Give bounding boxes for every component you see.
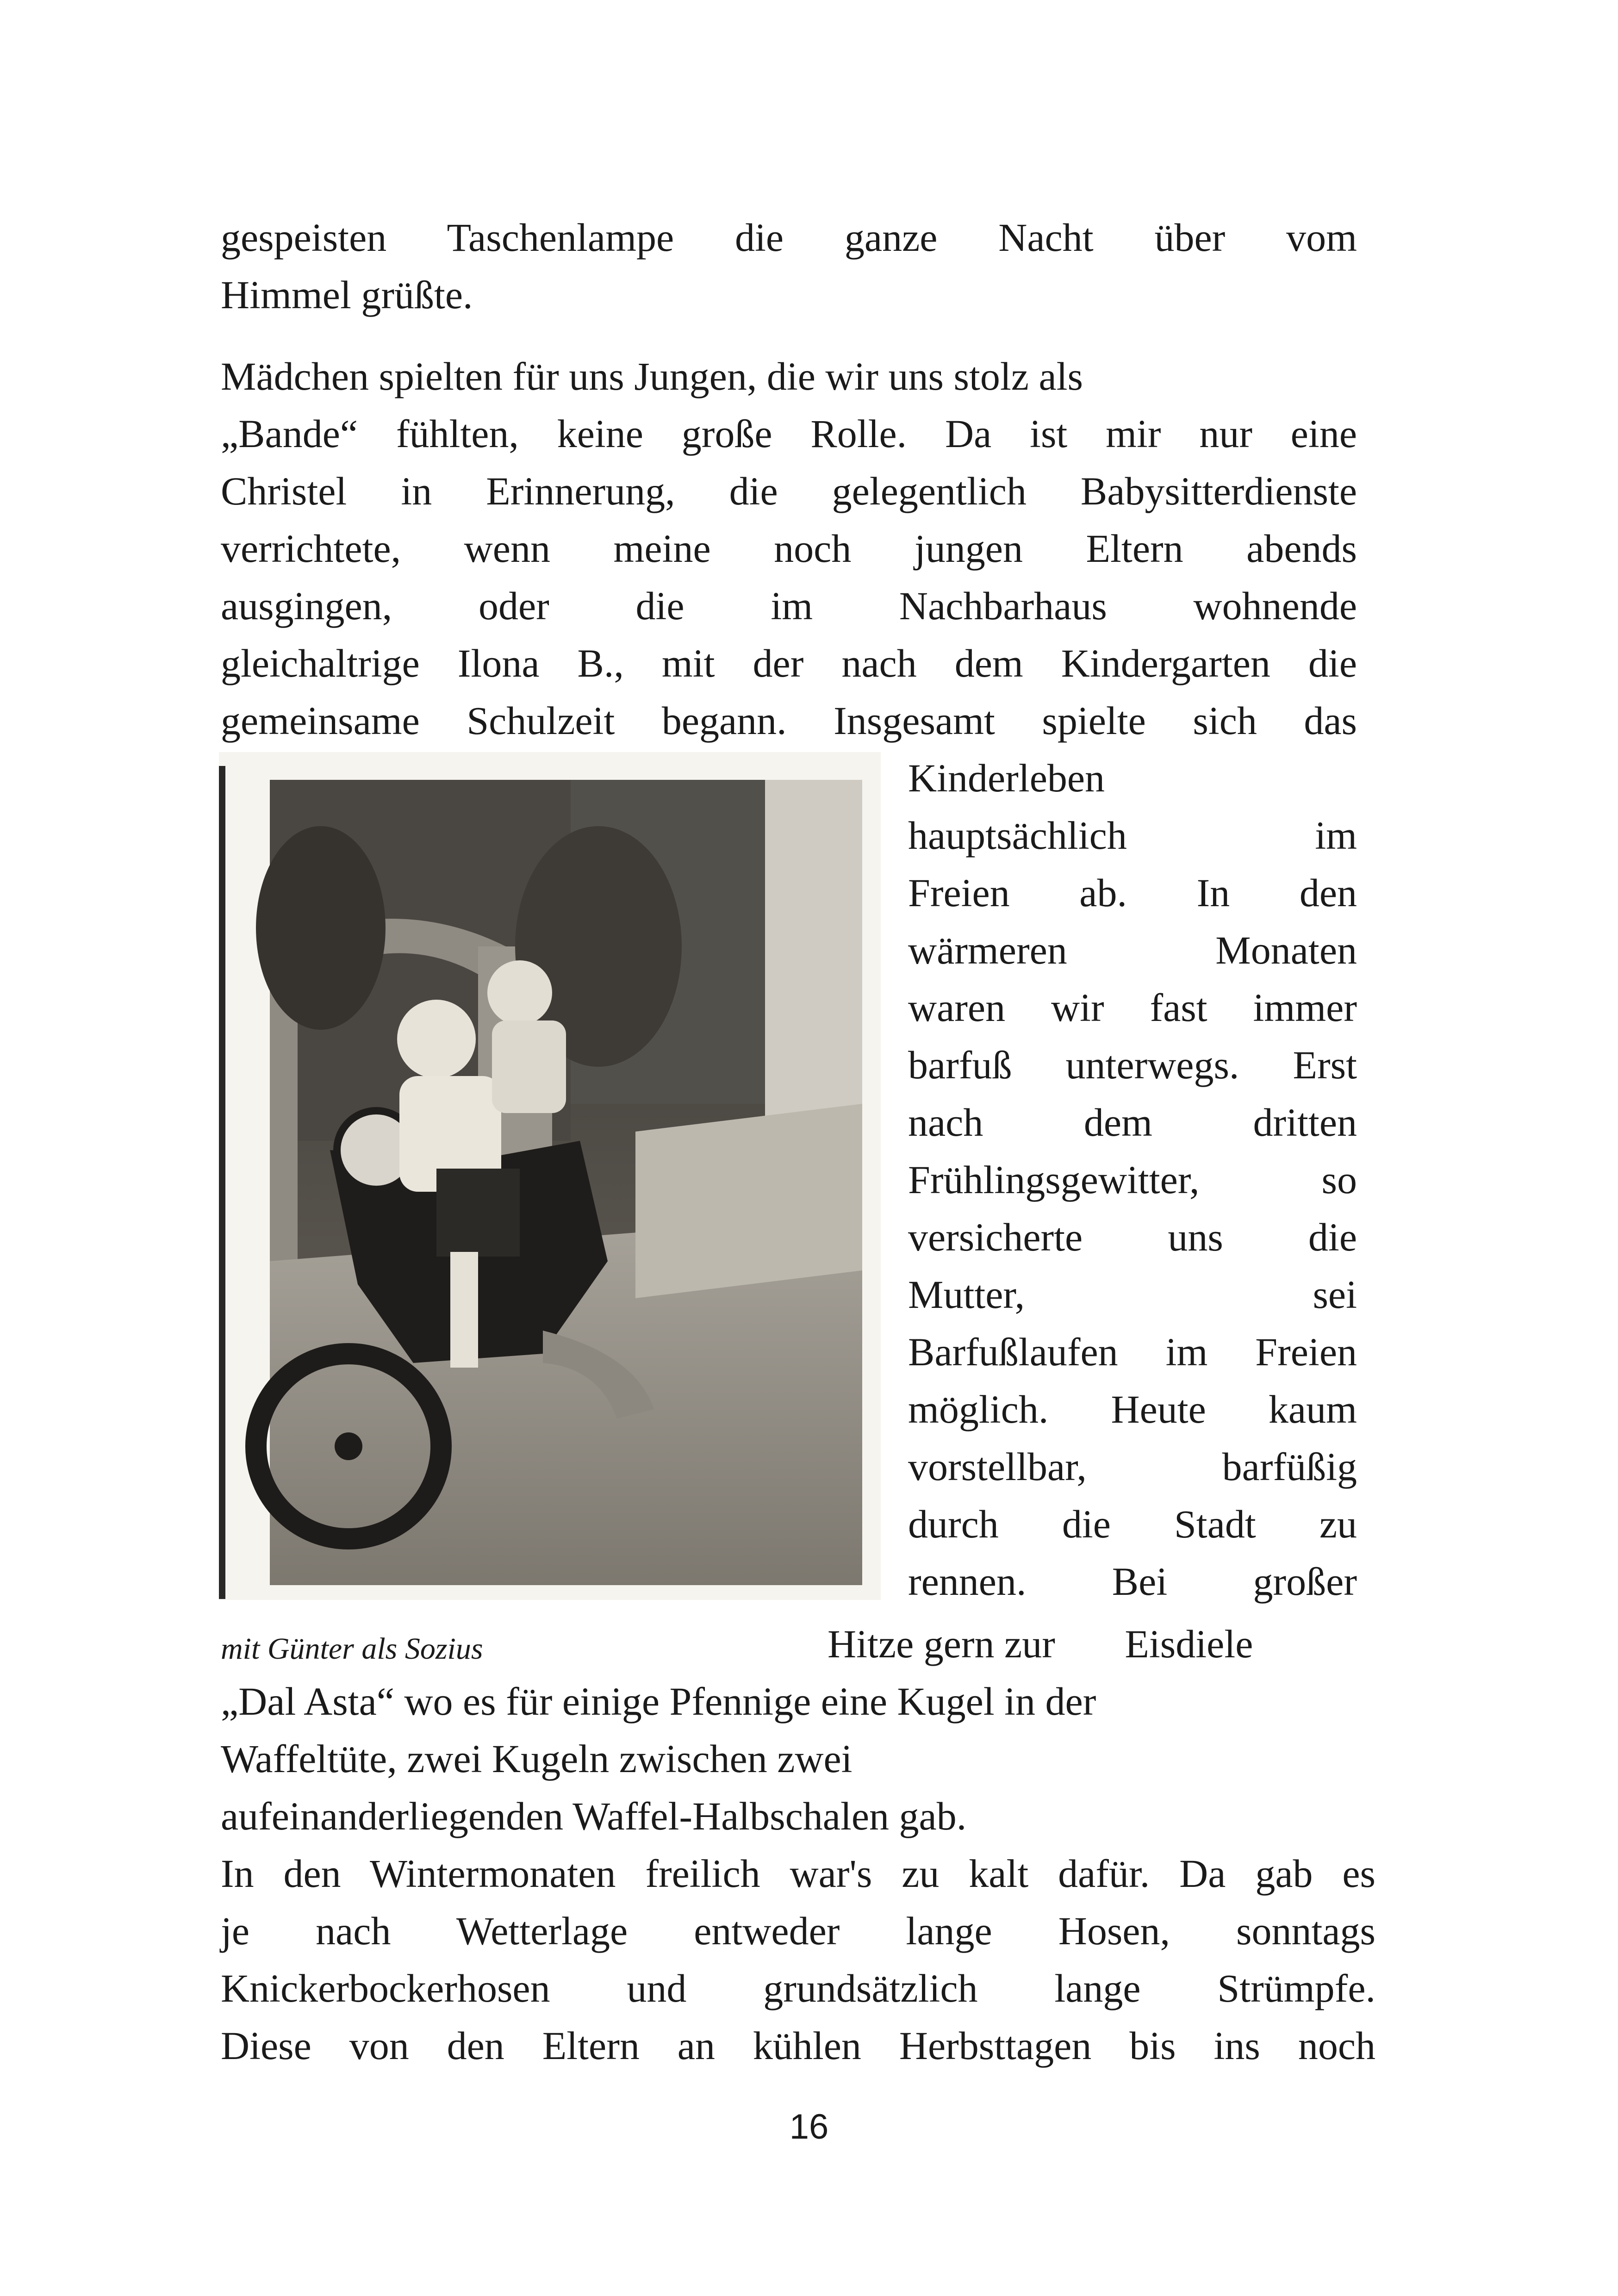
- text-line: verrichtete, wenn meine noch jungen Eltern abends: [221, 526, 1357, 571]
- text-line: Hitze gern zur Eisdiele: [828, 1622, 1253, 1666]
- text-line: gemeinsame Schulzeit begann. Insgesamt spielte sich das: [221, 698, 1357, 743]
- text-line: Knickerbockerhosen und grundsätzlich lange Strümpfe.: [221, 1966, 1375, 2010]
- text-line: aufeinanderliegenden Waffel-Halbschalen gab.: [221, 1794, 967, 1838]
- text-line: nach dem dritten: [908, 1100, 1357, 1145]
- text-line: gespeisten Taschenlampe die ganze Nacht über vom: [221, 215, 1357, 260]
- text-line: Frühlingsgewitter, so: [908, 1157, 1357, 1202]
- text-line: ausgingen, oder die im Nachbarhaus wohnende: [221, 584, 1357, 628]
- text-line: Diese von den Eltern an kühlen Herbsttagen bis ins noch: [221, 2023, 1375, 2068]
- text-line: Barfußlaufen im Freien: [908, 1330, 1357, 1374]
- text-line: hauptsächlich im: [908, 813, 1357, 858]
- text-line: In den Wintermonaten freilich war's zu kalt dafür. Da gab es: [221, 1851, 1375, 1896]
- text-line: rennen. Bei großer: [908, 1559, 1357, 1604]
- text-line: wärmeren Monaten: [908, 928, 1357, 972]
- text-line: „Dal Asta“ wo es für einige Pfennige eine Kugel in der: [221, 1679, 1096, 1724]
- photo-two-boys-on-motorcycle: [219, 752, 881, 1600]
- text-line: waren wir fast immer: [908, 985, 1357, 1030]
- text-line: gleichaltrige Ilona B., mit der nach dem Kindergarten die: [221, 641, 1357, 685]
- text-line: Mutter, sei: [908, 1272, 1357, 1317]
- text-line: Mädchen spielten für uns Jungen, die wir uns stolz als: [221, 354, 1083, 398]
- text-line: versicherte uns die: [908, 1215, 1357, 1259]
- page-number: 16: [789, 2107, 829, 2147]
- text-line: Kinderleben: [908, 756, 1105, 800]
- text-line: „Bande“ fühlten, keine große Rolle. Da ist mir nur eine: [221, 411, 1357, 456]
- text-line: durch die Stadt zu: [908, 1502, 1357, 1546]
- text-line: möglich. Heute kaum: [908, 1387, 1357, 1431]
- text-line: Himmel grüßte.: [221, 273, 473, 317]
- text-line: Freien ab. In den: [908, 871, 1357, 915]
- text-line: Waffeltüte, zwei Kugeln zwischen zwei: [221, 1736, 853, 1781]
- text-line: je nach Wetterlage entweder lange Hosen, sonntags: [221, 1909, 1375, 1953]
- text-line: Christel in Erinnerung, die gelegentlich Babysitterdienste: [221, 469, 1357, 513]
- photo-icon: [219, 752, 881, 1600]
- text-line: barfuß unterwegs. Erst: [908, 1043, 1357, 1087]
- photo-caption: mit Günter als Sozius: [221, 1632, 483, 1666]
- text-line: vorstellbar, barfüßig: [908, 1444, 1357, 1489]
